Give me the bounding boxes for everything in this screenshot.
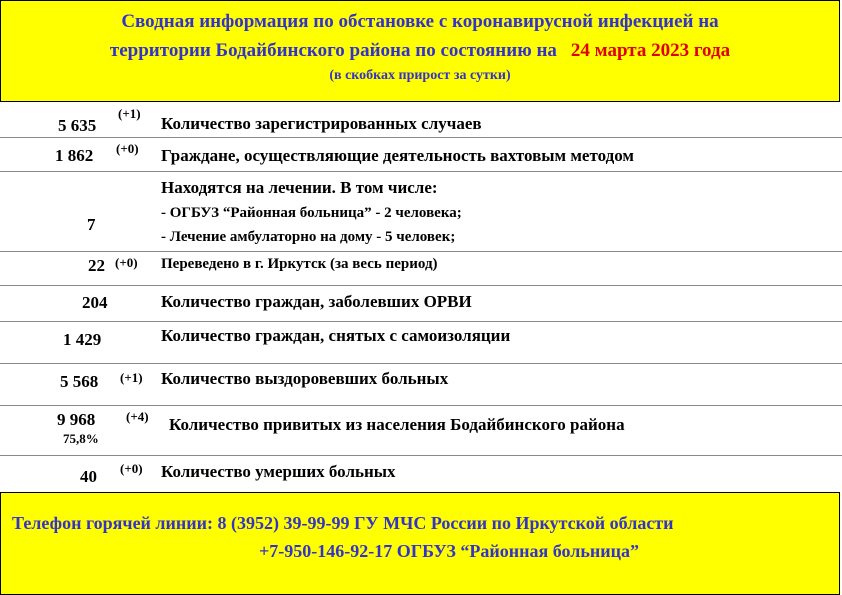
stat-row-recovered (0, 364, 842, 406)
report-date: 24 марта 2023 года (570, 40, 731, 61)
stat-row-registered (0, 106, 842, 138)
report-subtitle: (в скобках прирост за сутки) (329, 68, 511, 83)
stat-label: Находятся на лечении. В том числе: (161, 178, 438, 197)
stat-value: 1 862 (55, 146, 94, 165)
stat-value: 5 568 (60, 372, 99, 391)
stat-label: Количество привитых из населения Бодайбинского района (169, 415, 625, 434)
stat-percent: 75,8% (63, 431, 99, 446)
stat-sub-home: - Лечение амбулаторно на дому - 5 человек; (161, 229, 456, 245)
stat-delta: (+0) (115, 255, 138, 270)
stat-delta: (+0) (116, 141, 139, 156)
stat-label: Количество зарегистрированных случаев (161, 114, 482, 133)
stat-row-arvi (0, 286, 842, 322)
stat-label: Переведено в г. Иркутск (за весь период) (161, 256, 438, 272)
stat-value: 7 (87, 215, 96, 234)
stat-row-isolation-lifted (0, 322, 842, 364)
stat-delta: (+0) (120, 461, 143, 476)
report-title-text: территории Бодайбинского района по состоянию на (109, 40, 557, 61)
stat-value: 1 429 (63, 330, 102, 349)
report-title-line-2 (1, 39, 839, 63)
stat-label: Количество выздоровевших больных (161, 369, 449, 388)
hotline-line-1: Телефон горячей линии: 8 (3952) 39-99-99 ГУ МЧС России по Иркутской области (12, 513, 674, 533)
stat-delta: (+4) (126, 409, 149, 424)
hotline-footer (0, 492, 840, 595)
stat-label: Количество умерших больных (161, 462, 396, 481)
stat-value: 22 (88, 256, 105, 275)
stat-delta: (+1) (120, 370, 143, 385)
report-title-line-1: Сводная информация по обстановке с коронавирусной инфекцией на (121, 11, 719, 32)
stat-row-in-treatment (0, 172, 842, 252)
stat-sub-hospital: - ОГБУЗ “Районная больница” - 2 человека; (161, 205, 462, 221)
stat-value: 5 635 (58, 116, 97, 135)
stat-label: Количество граждан, снятых с самоизоляции (161, 326, 511, 345)
stat-row-transferred (0, 252, 842, 286)
stat-label: Количество граждан, заболевших ОРВИ (161, 292, 472, 311)
stat-row-vaccinated (0, 406, 842, 456)
stat-row-shift-workers (0, 138, 842, 172)
stat-value: 204 (82, 293, 108, 312)
stat-row-deceased (0, 456, 842, 492)
stat-value: 9 968 (57, 410, 96, 429)
stat-value: 40 (80, 467, 97, 486)
stat-label: Граждане, осуществляющие деятельность вахтовым методом (161, 146, 634, 165)
report-header (0, 0, 840, 102)
stat-delta: (+1) (118, 106, 141, 121)
hotline-line-2: +7-950-146-92-17 ОГБУЗ “Районная больница” (259, 541, 640, 561)
